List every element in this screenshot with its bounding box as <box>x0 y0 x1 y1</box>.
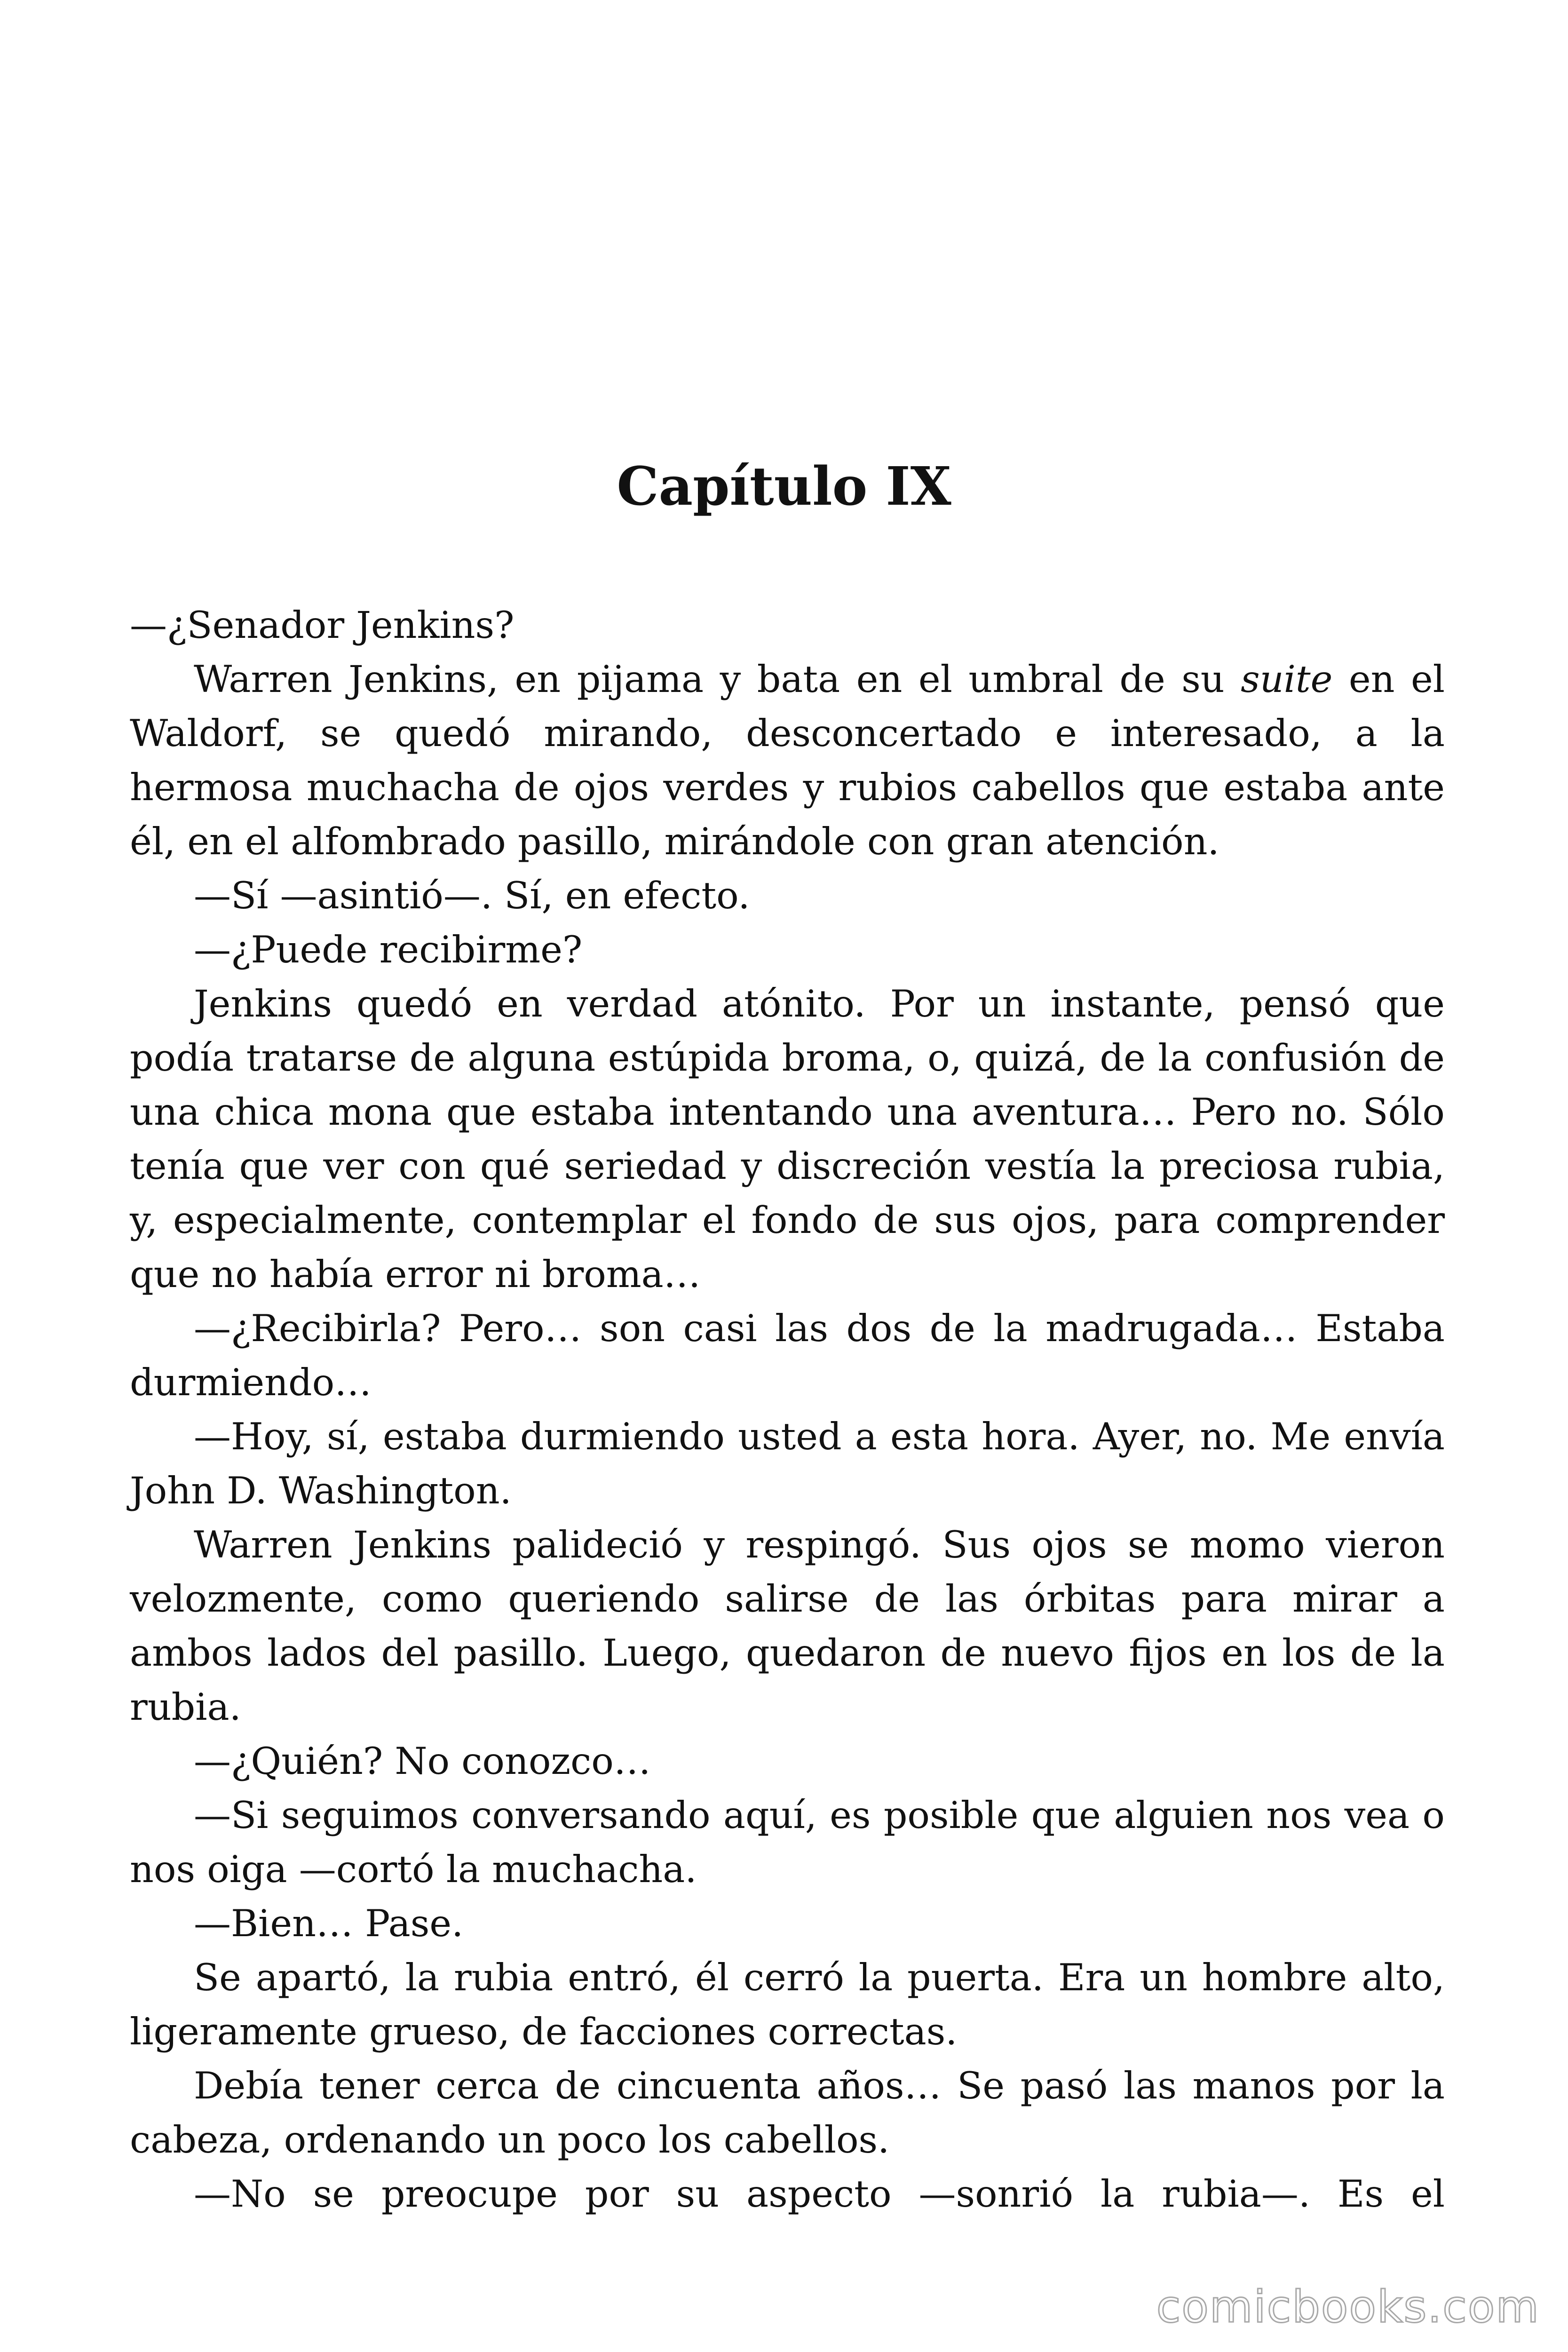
chapter-title: Capítulo IX <box>617 456 951 517</box>
paragraph: —¿Puede recibirme? <box>194 928 583 971</box>
paragraph: —¿Recibirla? Pero… son casi las dos de la madrugada… Estaba durmiendo… <box>130 1307 1445 1404</box>
paragraph: —Sí —asintió—. Sí, en efecto. <box>194 874 750 917</box>
paragraph: Se apartó, la rubia entró, él cerró la puerta. Era un hombre alto, ligeramente grueso, de facciones correctas. <box>130 1956 1445 2053</box>
paragraph: —Bien… Pase. <box>194 1902 464 1945</box>
paragraph: —¿Senador Jenkins? <box>130 604 515 647</box>
paragraph: Warren Jenkins, en pijama y bata en el umbral de su suite en el Waldorf, se quedó mirando, desconcertado e interesado, a la hermosa muchacha de ojos verdes y rubios cabellos que estaba ante él, en el alfombrado pasillo, mirándole con gran atención. <box>130 658 1445 863</box>
paragraph: Jenkins quedó en verdad atónito. Por un instante, pensó que podía tratarse de alguna estúpida broma, o, quizá, de la confusión de una chica mona que estaba intentando una aventura… Pero no. Sólo tenía que ver con qué seriedad y discreción vestía la preciosa rubia, y, especialmente, contemplar el fondo de sus ojos, para comprender que no había error ni broma… <box>130 982 1445 1296</box>
paragraph: Warren Jenkins palideció y respingó. Sus ojos se momo vieron velozmente, como queriendo salirse de las órbitas para mirar a ambos lados del pasillo. Luego, quedaron de nuevo fijos en los de la rubia. <box>130 1523 1445 1729</box>
paragraph: Debía tener cerca de cincuenta años… Se pasó las manos por la cabeza, ordenando un poco los cabellos. <box>130 2064 1445 2161</box>
watermark: comicbooks.com <box>1156 2281 1540 2333</box>
italic-word: suite <box>1241 658 1333 701</box>
paragraph: —Si seguimos conversando aquí, es posible que alguien nos vea o nos oiga —cortó la muchacha. <box>130 1794 1445 1891</box>
chapter-body <box>130 598 1445 2221</box>
paragraph: —Hoy, sí, estaba durmiendo usted a esta hora. Ayer, no. Me envía John D. Washington. <box>130 1415 1445 1512</box>
paragraph: —No se preocupe por su aspecto —sonrió la rubia—. Es el <box>194 2172 1445 2216</box>
paragraph: —¿Quién? No conozco… <box>194 1740 651 1783</box>
